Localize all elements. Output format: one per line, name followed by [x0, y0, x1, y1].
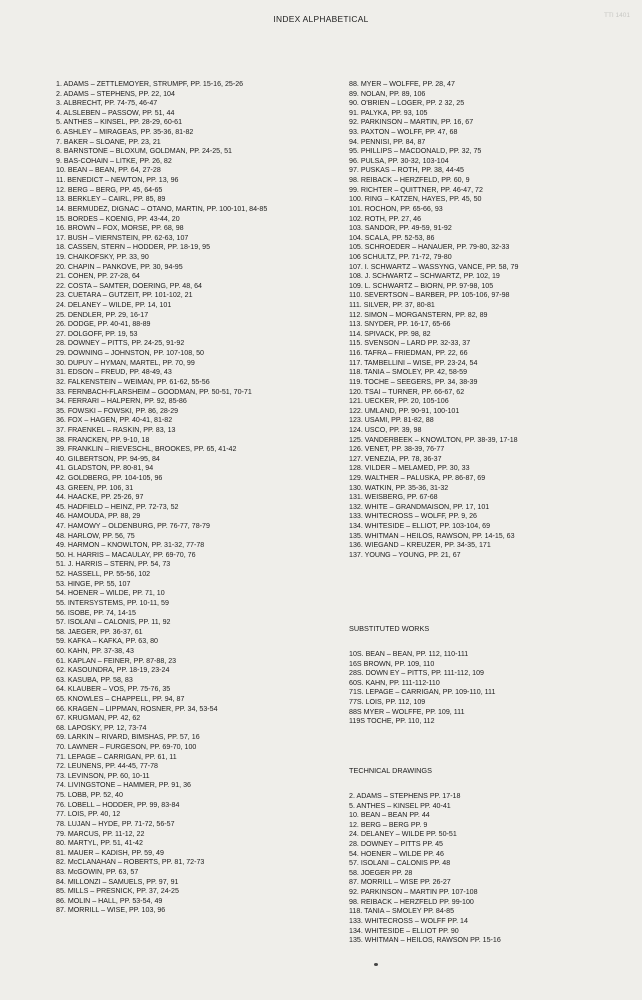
index-column-right	[349, 80, 518, 560]
index-entry: 94. PENNISI, PP. 84, 87	[349, 137, 426, 146]
index-entry: 8. BARNSTONE – BLOXUM, GOLDMAN, PP. 24-25, 51	[56, 147, 232, 156]
index-entry: 132. WHITE – GRANDMAISON, PP. 17, 101	[349, 502, 490, 511]
index-entry: 71. LEPAGE – CARRIGAN, PP. 61, 11	[56, 752, 177, 761]
index-entry: 83. McGOWIN, PP. 63, 57	[56, 867, 139, 876]
index-entry: 120. TSAI – TURNER, PP. 66-67, 62	[349, 387, 465, 396]
substituted-entry: 28S. DOWN EY – PITTS, PP. 111-112, 109	[349, 669, 484, 678]
index-entry: 109. L. SCHWARTZ – BIORN, PP. 97-98, 105	[349, 281, 494, 290]
index-entry: 53. HINGE, PP. 55, 107	[56, 579, 131, 588]
index-entry: 75. LOBB, PP. 52, 40	[56, 791, 123, 800]
index-entry: 134. WHITESIDE – ELLIOT, PP. 103-104, 69	[349, 522, 491, 531]
index-entry: 21. COHEN, PP. 27-28, 64	[56, 272, 140, 281]
index-entry: 74. LIVINGSTONE – HAMMER, PP. 91, 36	[56, 781, 191, 790]
index-entry: 73. LEVINSON, PP. 60, 10-11	[56, 771, 150, 780]
index-entry: 124. USCO, PP. 39, 98	[349, 425, 422, 434]
technical-entry: 87. MORRILL – WISE PP. 26-27	[349, 878, 451, 887]
index-entry: 117. TAMBELLINI – WISE, PP. 23-24, 54	[349, 358, 478, 367]
index-entry: 5. ANTHES – KINSEL, PP. 28-29, 60-61	[56, 118, 183, 127]
index-entry: 16. BROWN – FOX, MORSE, PP. 68, 98	[56, 224, 184, 233]
technical-entry: 57. ISOLANI – CALONIS PP. 48	[349, 859, 451, 868]
technical-drawings-list	[349, 792, 501, 946]
substituted-entry: 119S TOCHE, PP. 110, 112	[349, 717, 435, 726]
substituted-entry: 88S MYER – WOLFFE, PP. 109, 111	[349, 707, 465, 716]
index-entry: 37. FRAENKEL – RASKIN, PP. 83, 13	[56, 425, 176, 434]
index-entry: 135. WHITMAN – HEILOS, RAWSON, PP. 14-15, 63	[349, 531, 515, 540]
index-entry: 49. HARMON – KNOWLTON, PP. 31-32, 77-78	[56, 541, 205, 550]
index-entry: 89. NOLAN, PP. 89, 106	[349, 89, 426, 98]
index-entry: 125. VANDERBEEK – KNOWLTON, PP. 38-39, 17-18	[349, 435, 518, 444]
index-entry: 106 SCHULTZ, PP. 71-72, 79-80	[349, 252, 452, 261]
technical-entry: 98. REIBACK – HERZFELD PP. 99-100	[349, 897, 474, 906]
index-entry: 28. DOWNEY – PITTS, PP. 24-25, 91-92	[56, 339, 185, 348]
technical-entry: 28. DOWNEY – PITTS PP. 45	[349, 840, 443, 849]
index-entry: 78. LUJAN – HYDE, PP. 71-72, 56-57	[56, 819, 175, 828]
index-entry: 50. H. HARRIS – MACAULAY, PP. 69-70, 76	[56, 550, 196, 559]
index-entry: 101. ROCHON, PP. 65-66, 93	[349, 204, 443, 213]
index-entry: 47. HAMOWY – OLDENBURG, PP. 76-77, 78-79	[56, 522, 210, 531]
index-entry: 114. SPIVACK, PP. 98, 82	[349, 329, 431, 338]
index-entry: 126. VENET, PP. 38-39, 76-77	[349, 445, 445, 454]
index-entry: 84. MILLONZI – SAMUELS, PP. 97, 91	[56, 877, 179, 886]
index-entry: 17. BUSH – VIERNSTEIN, PP. 62-63, 107	[56, 233, 189, 242]
index-entry: 34. FERRARI – HALPERN, PP. 92, 85-86	[56, 397, 187, 406]
index-entry: 100. RING – KATZEN, HAYES, PP. 45, 50	[349, 195, 482, 204]
index-entry: 36. FOX – HAGEN, PP. 40-41, 81-82	[56, 416, 173, 425]
index-entry: 57. ISOLANI – CALONIS, PP. 11, 92	[56, 618, 171, 627]
index-entry: 133. WHITECROSS – WOLFF, PP. 9, 26	[349, 512, 477, 521]
index-entry: 24. DELANEY – WILDE, PP. 14, 101	[56, 301, 172, 310]
index-entry: 39. FRANKLIN – RIEVESCHL, BROOKES, PP. 65, 41-42	[56, 445, 237, 454]
index-entry: 54. HOENER – WILDE, PP. 71, 10	[56, 589, 165, 598]
index-entry: 97. PUSKAS – ROTH, PP. 38, 44-45	[349, 166, 465, 175]
index-entry: 58. JAEGER, PP. 36-37, 61	[56, 627, 143, 636]
index-entry: 13. BERKLEY – CAIRL, PP. 85, 89	[56, 195, 166, 204]
index-entry: 76. LOBELL – HODDER, PP. 99, 83-84	[56, 800, 180, 809]
technical-entry: 118. TANIA – SMOLEY PP. 84-85	[349, 907, 455, 916]
index-entry: 56. ISOBE, PP. 74, 14-15	[56, 608, 136, 617]
index-entry: 86. MOLIN – HALL, PP. 53-54, 49	[56, 896, 163, 905]
index-entry: 27. DOLGOFF, PP. 19, 53	[56, 329, 138, 338]
index-entry: 22. COSTA – SAMTER, DOERING, PP. 48, 64	[56, 281, 202, 290]
index-entry: 38. FRANCKEN, PP. 9-10, 18	[56, 435, 150, 444]
index-entry: 68. LAPOSKY, PP. 12, 73-74	[56, 723, 147, 732]
index-entry: 108. J. SCHWARTZ – SCHWARTZ, PP. 102, 19	[349, 272, 500, 281]
index-entry: 127. VENEZIA, PP. 78, 36-37	[349, 454, 442, 463]
index-entry: 103. SANDOR, PP. 49-59, 91-92	[349, 224, 452, 233]
index-entry: 82. McCLANAHAN – ROBERTS, PP. 81, 72-73	[56, 858, 205, 867]
index-entry: 65. KNOWLES – CHAPPELL, PP. 94, 87	[56, 695, 185, 703]
index-entry: 62. KASOUNDRA, PP. 18-19, 23-24	[56, 666, 170, 675]
technical-entry: 10. BEAN – BEAN PP. 44	[349, 811, 430, 820]
index-entry: 10. BEAN – BEAN, PP. 64, 27-28	[56, 166, 161, 175]
index-entry: 3. ALBRECHT, PP. 74-75, 46-47	[56, 99, 158, 108]
substituted-entry: 10S. BEAN – BEAN, PP. 112, 110-111	[349, 650, 469, 658]
index-entry: 26. DODGE, PP. 40-41, 88-89	[56, 320, 151, 329]
index-entry: 12. BERG – BERG, PP. 45, 64-65	[56, 185, 163, 194]
index-entry: 90. O'BRIEN – LOGER, PP. 2 32, 25	[349, 99, 465, 108]
index-entry: 63. KASUBA, PP. 58, 83	[56, 675, 133, 684]
index-entry: 111. SILVER, PP. 37, 80-81	[349, 301, 435, 310]
page-title: INDEX ALPHABETICAL	[273, 14, 369, 24]
index-entry: 85. MILLS – PRESNICK, PP. 37, 24-25	[56, 887, 179, 896]
index-entry: 2. ADAMS – STEPHENS, PP. 22, 104	[56, 89, 175, 98]
index-entry: 29. DOWNING – JOHNSTON, PP. 107-108, 50	[56, 349, 204, 358]
index-entry: 110. SEVERTSON – BARBER, PP. 105-106, 97-98	[349, 291, 510, 300]
index-entry: 19. CHAIKOFSKY, PP. 33, 90	[56, 252, 149, 261]
substituted-entry: 77S. LOIS, PP. 112, 109	[349, 698, 426, 707]
technical-entry: 135. WHITMAN – HEILOS, RAWSON PP. 15-16	[349, 936, 501, 945]
index-entry: 107. I. SCHWARTZ – WASSYNG, VANCE, PP. 58, 79	[349, 262, 519, 271]
index-entry: 77. LOIS, PP. 40, 12	[56, 810, 121, 819]
index-entry: 31. EDSON – FREUD, PP. 48-49, 43	[56, 368, 172, 377]
index-entry: 121. UECKER, PP. 20, 105-106	[349, 397, 449, 406]
substituted-entry: 60S. KAHN, PP. 111-112-110	[349, 678, 440, 687]
index-entry: 15. BORDES – KOENIG, PP. 43-44, 20	[56, 214, 180, 223]
index-entry: 33. FERNBACH-FLARSHEIM – GOODMAN, PP. 50-51, 70-71	[56, 387, 252, 396]
index-entry: 91. PALYKA, PP. 93, 105	[349, 108, 428, 117]
index-entry: 102. ROTH, PP. 27, 46	[349, 214, 422, 223]
index-entry: 20. CHAPIN – PANKOVE, PP. 30, 94-95	[56, 262, 183, 271]
corner-mark: TTI 1401	[603, 12, 630, 19]
index-entry: 18. CASSEN, STERN – HODDER, PP. 18-19, 95	[56, 243, 211, 252]
index-entry: 70. LAWNER – FURGESON, PP. 69-70, 100	[56, 743, 197, 752]
index-entry: 66. KRAGEN – LIPPMAN, ROSNER, PP. 34, 53-54	[56, 704, 218, 713]
technical-entry: 92. PARKINSON – MARTIN PP. 107-108	[349, 888, 478, 897]
index-entry: 130. WATKIN, PP. 35-36, 31-32	[349, 483, 449, 492]
index-entry: 55. INTERSYSTEMS, PP. 10-11, 59	[56, 598, 169, 607]
index-entry: 59. KAFKA – KAFKA, PP. 63, 80	[56, 637, 158, 646]
index-entry: 69. LARKIN – RIVARD, BIMSHAS, PP. 57, 16	[56, 733, 200, 742]
index-entry: 93. PAXTON – WOLFF, PP. 47, 68	[349, 128, 458, 137]
index-entry: 35. FOWSKI – FOWSKI, PP. 86, 28-29	[56, 406, 179, 415]
index-entry: 60. KAHN, PP. 37-38, 43	[56, 646, 134, 655]
index-entry: 11. BENEDICT – NEWTON, PP. 13, 96	[56, 176, 179, 185]
index-entry: 81. MAUER – KADISH, PP. 59, 49	[56, 848, 164, 857]
index-entry: 104. SCALA, PP. 52-53, 86	[349, 233, 435, 242]
index-entry: 23. CUETARA – GUTZEIT, PP. 101-102, 21	[56, 291, 193, 300]
index-entry: 30. DUPUY – HYMAN, MARTEL, PP. 70, 99	[56, 358, 195, 367]
technical-drawings-title: TECHNICAL DRAWINGS	[349, 766, 432, 775]
substituted-entry: 71S. LEPAGE – CARRIGAN, PP. 109-110, 111	[349, 688, 496, 697]
index-entry: 43. GREEN, PP. 106, 31	[56, 483, 134, 492]
index-entry: 118. TANIA – SMOLEY, PP. 42, 58-59	[349, 368, 468, 377]
index-entry: 80. MARTYL, PP. 51, 41-42	[56, 839, 143, 848]
index-entry: 67. KRUGMAN, PP. 42, 62	[56, 714, 141, 723]
index-entry: 119. TOCHE – SEEGERS, PP. 34, 38-39	[349, 377, 478, 386]
substituted-works-title: SUBSTITUTED WORKS	[349, 624, 430, 633]
index-entry: 87. MORRILL – WISE, PP. 103, 96	[56, 906, 166, 915]
index-entry: 105. SCHROEDER – HANAUER, PP. 79-80, 32-33	[349, 243, 510, 252]
technical-drawings-section	[349, 766, 501, 946]
index-entry: 96. PULSA, PP. 30-32, 103-104	[349, 156, 449, 165]
index-entry: 61. KAPLAN – FEINER, PP. 87-88, 23	[56, 656, 177, 665]
index-entry: 25. DENDLER, PP. 29, 16-17	[56, 310, 149, 319]
index-entry: 137. YOUNG – YOUNG, PP. 21, 67	[349, 550, 461, 559]
index-entry: 99. RICHTER – QUITTNER, PP. 46-47, 72	[349, 185, 483, 194]
index-entry: 4. ALSLEBEN – PASSOW, PP. 51, 44	[56, 108, 175, 117]
index-entry: 95. PHILLIPS – MACDONALD, PP. 32, 75	[349, 147, 482, 156]
index-entry: 131. WEISBERG, PP. 67-68	[349, 493, 438, 502]
index-entry: 14. BERMUDEZ, DIGNAC – OTANO, MARTIN, PP. 100-101, 84-85	[56, 204, 268, 213]
technical-entry: 2. ADAMS – STEPHENS PP. 17-18	[349, 792, 461, 800]
index-entry: 79. MARCUS, PP. 11-12, 22	[56, 829, 145, 838]
index-entry: 1. ADAMS – ZETTLEMOYER, STRUMPF, PP. 15-16, 25-26	[56, 80, 244, 88]
index-entry: 41. GLADSTON, PP. 80-81, 94	[56, 464, 154, 473]
index-entry: 123. USAMI, PP. 81-82, 88	[349, 416, 434, 425]
index-entry: 32. FALKENSTEIN – WEIMAN, PP. 61-62, 55-56	[56, 377, 210, 386]
index-entry: 128. VILDER – MELAMED, PP. 30, 33	[349, 464, 470, 473]
index-entry: 112. SIMON – MORGANSTERN, PP. 82, 89	[349, 310, 488, 319]
index-entry: 129. WALTHER – PALUSKA, PP. 86-87, 69	[349, 473, 486, 482]
substituted-entry: 16S BROWN, PP. 109, 110	[349, 659, 435, 668]
index-entry: 122. UMLAND, PP. 90-91, 100-101	[349, 406, 460, 415]
substituted-works-list	[349, 650, 495, 727]
index-entry: 48. HARLOW, PP. 56, 75	[56, 531, 135, 540]
index-entry: 52. HASSELL, PP. 55-56, 102	[56, 570, 151, 579]
technical-entry: 5. ANTHES – KINSEL PP. 40-41	[349, 801, 451, 810]
index-entry: 88. MYER – WOLFFE, PP. 28, 47	[349, 80, 455, 88]
index-column-left	[56, 80, 267, 916]
index-entry: 98. REIBACK – HERZFELD, PP. 60, 9	[349, 176, 470, 185]
technical-entry: 134. WHITESIDE – ELLIOT PP. 90	[349, 926, 459, 935]
index-entry: 116. TAFRA – FRIEDMAN, PP. 22, 66	[349, 349, 468, 358]
index-entry: 46. HAMOUDA, PP. 88, 29	[56, 512, 141, 521]
index-entry: 45. HADFIELD – HEINZ, PP. 72-73, 52	[56, 502, 179, 511]
technical-entry: 24. DELANEY – WILDE PP. 50-51	[349, 830, 457, 839]
index-entry: 92. PARKINSON – MARTIN, PP. 16, 67	[349, 118, 474, 127]
technical-entry: 54. HOENER – WILDE PP. 46	[349, 849, 444, 858]
page-dot-mark	[374, 963, 378, 966]
index-entry: 113. SNYDER, PP. 16-17, 65-66	[349, 320, 451, 329]
index-entry: 115. SVENSON – LARD PP. 32-33, 37	[349, 339, 471, 348]
substituted-works-section	[349, 624, 495, 727]
index-entry: 42. GOLDBERG, PP. 104-105, 96	[56, 473, 163, 482]
index-entry: 40. GILBERTSON, PP. 94-95, 84	[56, 454, 160, 463]
index-entry: 9. BAS-COHAIN – LITKE, PP. 26, 82	[56, 156, 172, 165]
technical-entry: 133. WHITECROSS – WOLFF PP. 14	[349, 916, 468, 925]
technical-entry: 12. BERG – BERG PP. 9	[349, 820, 428, 829]
index-entry: 136. WIEGAND – KREUZER, PP. 34-35, 171	[349, 541, 491, 550]
index-entry: 6. ASHLEY – MIRAGEAS, PP. 35-36, 81-82	[56, 128, 194, 137]
technical-entry: 58. JOEGER PP. 28	[349, 868, 413, 877]
index-entry: 7. BAKER – SLOANE, PP. 23, 21	[56, 137, 161, 146]
index-entry: 44. HAACKE, PP. 25-26, 97	[56, 493, 144, 502]
index-entry: 64. KLAUBER – VOS, PP. 75-76, 35	[56, 685, 171, 694]
index-entry: 51. J. HARRIS – STERN, PP. 54, 73	[56, 560, 171, 569]
index-entry: 72. LEUNENS, PP. 44-45, 77-78	[56, 762, 158, 771]
